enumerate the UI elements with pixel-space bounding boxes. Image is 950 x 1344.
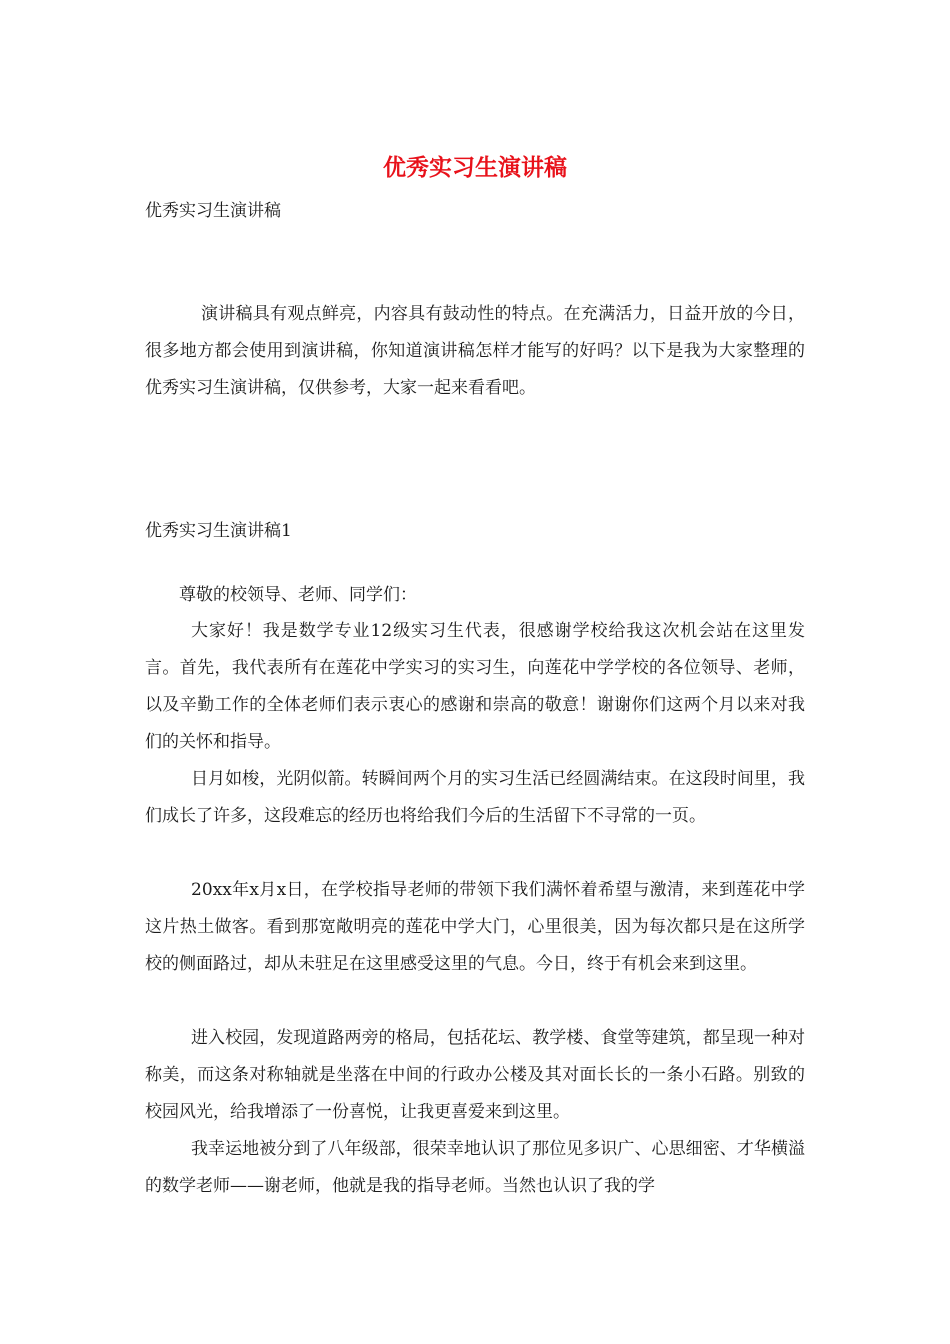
document-subtitle: 优秀实习生演讲稿: [145, 201, 281, 221]
body-paragraph: 我幸运地被分到了八年级部，很荣幸地认识了那位见多识广、心思细密、才华横溢的数学老师——谢老师，他就是我的指导老师。当然也认识了我的学: [145, 1139, 805, 1196]
body-paragraph: 大家好！我是数学专业12级实习生代表，很感谢学校给我这次机会站在这里发言。首先，我代表所有在莲花中学实习的实习生，向莲花中学学校的各位领导、老师，以及辛勤工作的全体老师们表示衷心的感谢和崇高的敬意！谢谢你们这两个月以来对我们的关怀和指导。: [145, 621, 805, 752]
intro-paragraph: 演讲稿具有观点鲜亮，内容具有鼓动性的特点。在充满活力，日益开放的今日，很多地方都会使用到演讲稿，你知道演讲稿怎样才能写的好吗？以下是我为大家整理的优秀实习生演讲稿，仅供参考，大家一起来看看吧。: [145, 304, 805, 398]
salutation: 尊敬的校领导、老师、同学们：: [179, 585, 417, 605]
document-title: 优秀实习生演讲稿: [383, 154, 567, 181]
body-paragraph: 进入校园，发现道路两旁的格局，包括花坛、教学楼、食堂等建筑，都呈现一种对称美，而这条对称轴就是坐落在中间的行政办公楼及其对面长长的一条小石路。别致的校园风光，给我增添了一份喜悦，让我更喜爱来到这里。: [145, 1028, 805, 1122]
body-paragraph: 日月如梭，光阴似箭。转瞬间两个月的实习生活已经圆满结束。在这段时间里，我们成长了许多，这段难忘的经历也将给我们今后的生活留下不寻常的一页。: [145, 769, 805, 826]
section-heading: 优秀实习生演讲稿1: [145, 521, 292, 541]
body-paragraph: 20xx年x月x日，在学校指导老师的带领下我们满怀着希望与激清，来到莲花中学这片热土做客。看到那宽敞明亮的莲花中学大门，心里很美，因为每次都只是在这所学校的侧面路过，却从未驻足在这里感受这里的气息。今日，终于有机会来到这里。: [145, 880, 805, 974]
